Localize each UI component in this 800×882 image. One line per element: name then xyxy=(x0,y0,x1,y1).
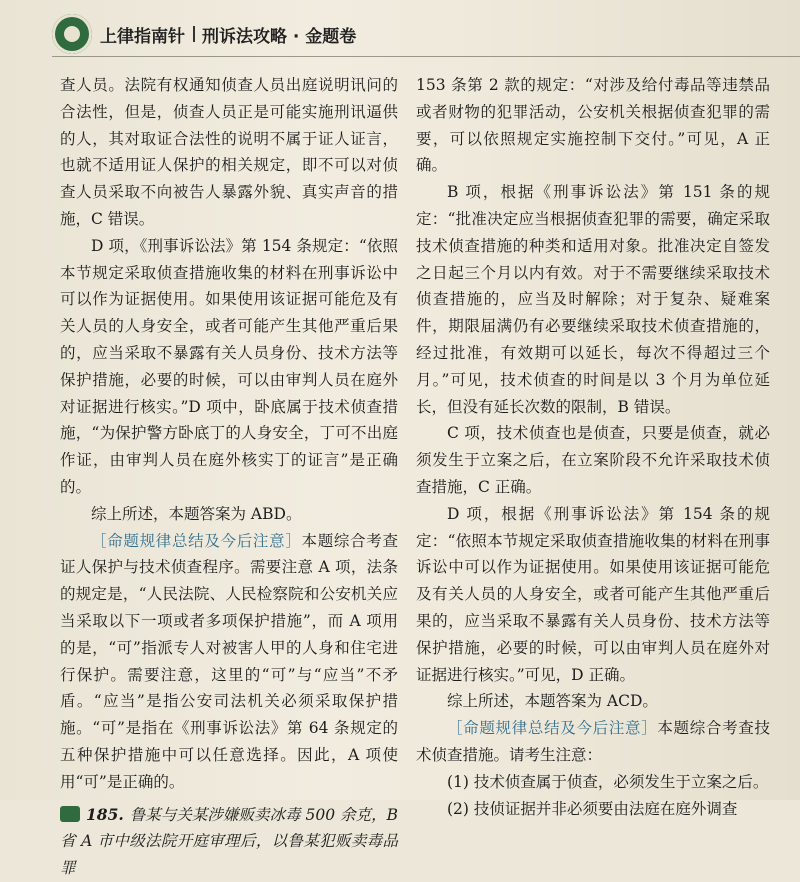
question-185 xyxy=(60,802,398,882)
note-body-right: 本题综合考查技术侦查措施。请考生注意： xyxy=(416,719,770,764)
right-paragraph-6 xyxy=(416,715,770,769)
left-paragraph-1: 查人员。法院有权通知侦查人员出庭说明讯问的合法性，但是，侦查人员正是可能实施刑讯逼供的人，其对取证合法性的说明不属于证人证言，也就不适用证人保护的相关规定，即不可以对侦查人员采取不向被告人暴露外貌、真实声音的措施，C 错误。 xyxy=(60,76,398,228)
question-text: 鲁某与关某涉嫌贩卖冰毒 500 余克，B 省 A 市中级法院开庭审理后，以鲁某犯贩卖毒品罪 xyxy=(60,805,398,878)
right-paragraph-1: 153 条第 2 款的规定：“对涉及给付毒品等违禁品或者财物的犯罪活动，公安机关根据侦查犯罪的需要，可以依照规定实施控制下交付。”可见，A 正确。 xyxy=(416,76,770,175)
question-number: 185. xyxy=(86,804,124,824)
page-header xyxy=(0,0,800,62)
right-paragraph-2: B 项，根据《刑事诉讼法》第 151 条的规定：“批准决定应当根据侦查犯罪的需要，确定采取技术侦查措施的种类和适用对象。批准决定自签发之日起三个月以内有效。对于不需要继续采取技术侦查措施的，应当及时解除；对于复杂、疑难案件，期限届满仍有必要继续采取技术侦查措施的，经过批准，有效期可以延长，每次不得超过三个月。”可见，技术侦查的时间是以 3 个月为单位延长，但没有延长次数的限制，B 错误。 xyxy=(416,183,770,416)
note-heading: ［命题规律总结及今后注意］ xyxy=(91,531,302,550)
right-paragraph-8: (2) 技侦证据并非必须要由法庭在庭外调查 xyxy=(447,799,738,818)
right-paragraph-4: D 项，根据《刑事诉讼法》第 154 条的规定：“依照本节规定采取侦查措施收集的材料在刑事诉讼中可以作为证据使用。如果使用该证据可能危及有关人员的人身安全，或者可能产生其他严重后果的，应当采取不暴露有关人员身份、技术方法等保护措施，必要的时候，可以由审判人员在庭外对证据进行核实。”可见，D 正确。 xyxy=(416,504,770,684)
right-paragraph-3: C 项，技术侦查也是侦查，只要是侦查，就必须发生于立案之后，在立案阶段不允许采取技术侦查措施，C 正确。 xyxy=(416,424,770,496)
right-column xyxy=(416,72,770,822)
audio-icon xyxy=(60,806,80,822)
right-paragraph-5: 综上所述，本题答案为 ACD。 xyxy=(447,692,658,711)
header-rule xyxy=(52,56,800,57)
note-body: 本题综合考查证人保护与技术侦查程序。需要注意 A 项，法条的规定是，“人民法院、人民检察院和公安机关应当采取以下一项或者多项保护措施”，而 A 项用的是，“可”指派专人对被害人甲的人身和住宅进行保护。需要注意，这里的“可”与“应当”不矛盾。“应当”是指公安司法机关必须采取保护措施。“可”是指在《刑事诉讼法》第 64 条规定的五种保护措施中可以任意选择。因此，A 项使用“可”是正确的。 xyxy=(60,531,398,791)
publisher-logo xyxy=(52,14,92,54)
left-paragraph-2: D 项，《刑事诉讼法》第 154 条规定：“依照本节规定采取侦查措施收集的材料在刑事诉讼中可以作为证据使用。如果使用该证据可能危及有关人员的人身安全，或者可能产生其他严重后果的，应当采取不暴露有关人员身份、技术方法等保护措施，必要的时候，可以由审判人员在庭外对证据进行核实。”D 项中，卧底属于技术侦查措施，“为保护警方卧底丁的人身安全，丁可不出庭作证，由审判人员在庭外核实丁的证言”是正确的。 xyxy=(60,236,398,496)
left-paragraph-4 xyxy=(60,528,398,796)
note-heading-right: ［命题规律总结及今后注意］ xyxy=(447,719,658,738)
left-column xyxy=(60,72,398,882)
brand-title: 上律指南针 xyxy=(100,27,185,47)
right-paragraph-7: (1) 技术侦查属于侦查，必须发生于立案之后。 xyxy=(447,772,769,791)
header-separator xyxy=(193,26,195,42)
book-subtitle: 刑诉法攻略 · 金题卷 xyxy=(202,27,357,47)
left-paragraph-3: 综上所述，本题答案为 ABD。 xyxy=(91,504,302,523)
